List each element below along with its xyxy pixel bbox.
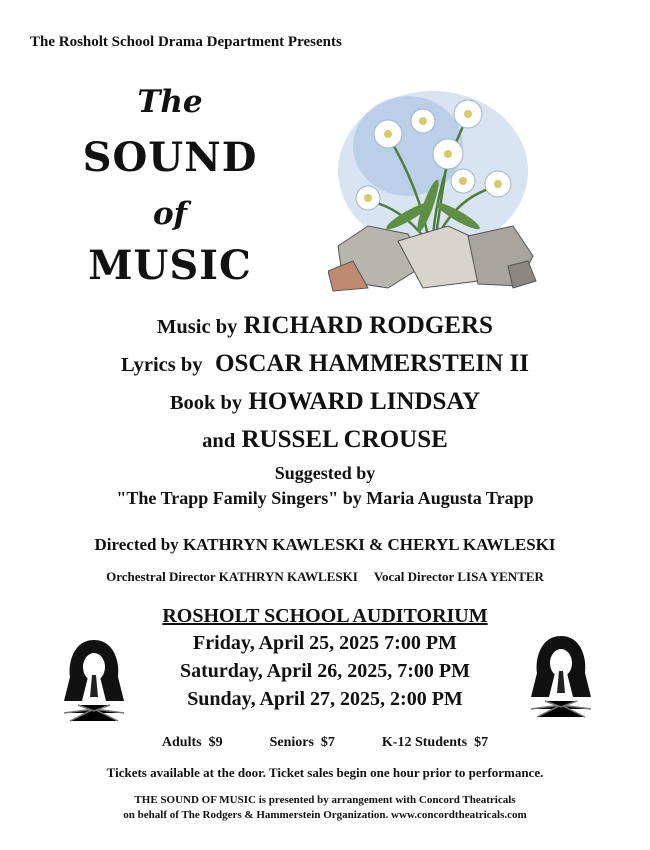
title-the: The — [137, 84, 203, 120]
price-seniors: Seniors $7 — [269, 735, 335, 750]
directed-by: Directed by KATHRYN KAWLESKI & CHERYL KAWLESKI — [94, 535, 556, 554]
credit-lyrics: Lyrics by OSCAR HAMMERSTEIN II — [121, 350, 529, 377]
date-1: Friday, April 25, 2025 7:00 PM — [193, 632, 457, 654]
price-students: K-12 Students $7 — [381, 735, 489, 750]
date-3: Sunday, April 27, 2025, 2:00 PM — [187, 688, 463, 710]
title-sound: SOUND — [82, 134, 258, 181]
date-2: Saturday, April 26, 2025, 7:00 PM — [179, 660, 470, 682]
suggested-source: "The Trapp Family Singers" by Maria Augusta Trapp — [116, 488, 534, 508]
presenter-line: The Rosholt School Drama Department Presents — [30, 34, 342, 50]
suggested-label: Suggested by — [274, 463, 376, 483]
prices — [0, 735, 650, 751]
title-of: of — [152, 196, 187, 232]
venue: ROSHOLT SCHOOL AUDITORIUM — [162, 605, 488, 627]
price-adults: Adults $9 — [161, 735, 223, 750]
title-music: MUSIC — [88, 242, 252, 289]
music-directors: Orchestral Director KATHRYN KAWLESKI Vocal Director LISA YENTER — [106, 569, 544, 584]
credit-book: Book by HOWARD LINDSAY — [169, 388, 481, 415]
credit-music: Music by RICHARD RODGERS — [157, 312, 493, 339]
tickets-note: Tickets available at the door. Ticket sales begin one hour prior to performance. — [106, 765, 544, 780]
footer-line-1: THE SOUND OF MUSIC is presented by arrangement with Concord Theatricals — [134, 794, 516, 806]
credit-and: and RUSSEL CROUSE — [202, 426, 448, 453]
edelweiss-illustration — [328, 76, 538, 296]
footer-line-2: on behalf of The Rodgers & Hammerstein Organization. www.concordtheatricals.com — [123, 809, 527, 821]
nun-illustration-left — [58, 637, 130, 727]
nun-illustration-right — [525, 633, 597, 723]
